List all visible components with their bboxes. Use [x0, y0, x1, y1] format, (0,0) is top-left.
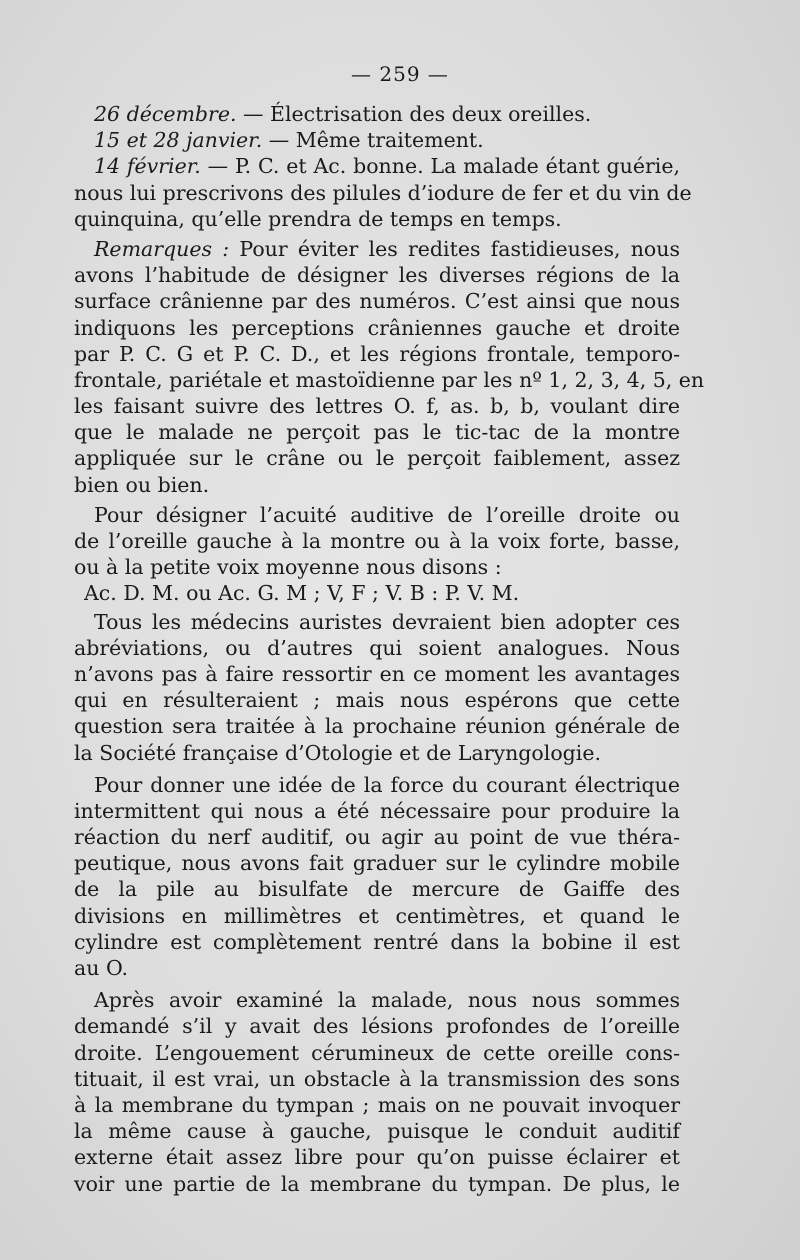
text-line: [74, 772, 680, 798]
text-line: [74, 554, 680, 580]
line-text: la Société française d’Otologie et de Laryngologie.: [74, 740, 601, 765]
text-line: [74, 288, 680, 314]
line-text: indiquons les perceptions crâniennes gauche et droite: [74, 315, 680, 340]
text-line: [74, 1118, 680, 1144]
line-text: réaction du nerf auditif, ou agir au point de vue théra-: [74, 825, 680, 850]
text-line: [74, 609, 680, 635]
line-text: voir une partie de la membrane du tympan. De plus, le: [74, 1171, 680, 1196]
text-line: [74, 661, 680, 687]
line-text: à la membrane du tympan ; mais on ne pouvait invoquer: [74, 1092, 680, 1117]
line-text: surface crânienne par des numéros. C’est ainsi que nous: [74, 289, 680, 314]
body-text: [74, 101, 705, 1197]
line-text: externe était assez libre pour qu’on puisse éclairer et: [74, 1145, 680, 1170]
line-text: Pour désigner l’acuité auditive de l’oreille droite ou: [94, 502, 680, 527]
text-line: [74, 393, 680, 419]
line-text: frontale, pariétale et mastoïdienne par les nº 1, 2, 3, 4, 5, en: [74, 367, 705, 392]
text-line: [74, 903, 680, 929]
text-line: [74, 1066, 680, 1092]
text-line: [74, 262, 680, 288]
line-text: intermittent qui nous a été nécessaire pour produire la: [74, 798, 680, 823]
text-line: [74, 502, 680, 528]
line-text: avons l’habitude de désigner les diverses régions de la: [74, 263, 680, 288]
line-text: divisions en millimètres et centimètres, et quand le: [74, 903, 680, 928]
text-line: [74, 315, 680, 341]
text-line: [74, 1040, 680, 1066]
text-line: [74, 929, 680, 955]
line-text: droite. L’engouement cérumineux de cette oreille cons-: [74, 1040, 680, 1065]
line-text: — Même traitement.: [262, 128, 484, 153]
page-number: — 259 —: [351, 62, 449, 86]
line-text: abréviations, ou d’autres qui soient analogues. Nous: [74, 635, 680, 660]
italic-lead: 14 février.: [94, 154, 201, 179]
text-line: [74, 1144, 680, 1170]
italic-lead: 15 et 28 janvier.: [94, 128, 263, 153]
line-text: Tous les médecins auristes devraient bien adopter ces: [94, 609, 680, 634]
text-line: [74, 987, 680, 1013]
line-text: par P. C. G et P. C. D., et les régions frontale, temporo-: [74, 341, 680, 366]
line-text: que le malade ne perçoit pas le tic-tac de la montre: [74, 420, 680, 445]
line-text: nous lui prescrivons des pilules d’iodure de fer et du vin de: [74, 180, 692, 205]
text-line: [74, 445, 680, 471]
text-line: [74, 367, 705, 393]
line-text: question sera traitée à la prochaine réunion générale de: [74, 714, 680, 739]
line-text: peutique, nous avons fait graduer sur le cylindre mobile: [74, 851, 680, 876]
text-line: [74, 101, 680, 127]
line-text: les faisant suivre des lettres O. f, as. b, b, voulant dire: [74, 394, 680, 419]
text-line: [74, 127, 680, 153]
line-text: quinquina, qu’elle prendra de temps en temps.: [74, 206, 562, 231]
line-text: ou à la petite voix moyenne nous disons :: [74, 555, 502, 580]
line-text: Ac. D. M. ou Ac. G. M ; V, F ; V. B : P. V. M.: [84, 581, 520, 606]
italic-lead: 26 décembre.: [94, 102, 237, 126]
line-text: de l’oreille gauche à la montre ou à la voix forte, basse,: [74, 529, 680, 553]
text-line: [74, 876, 680, 902]
text-line: [74, 635, 680, 661]
line-text: Après avoir examiné la malade, nous nous sommes: [94, 988, 680, 1013]
text-line: [74, 1092, 680, 1118]
text-line: [74, 580, 680, 606]
text-line: [74, 687, 680, 713]
text-line: [74, 528, 680, 554]
text-line: [74, 798, 680, 824]
line-text: Pour donner une idée de la force du courant électrique: [94, 772, 680, 797]
text-line: [74, 472, 680, 498]
text-line: [74, 206, 680, 232]
text-line: [74, 713, 680, 739]
line-text: demandé s’il y avait des lésions profondes de l’oreille: [74, 1014, 680, 1039]
text-line: [74, 955, 680, 981]
line-text: cylindre est complètement rentré dans la bobine il est: [74, 929, 680, 954]
text-line: [74, 824, 680, 850]
line-text: bien ou bien.: [74, 472, 210, 497]
text-line: [74, 419, 680, 445]
line-text: n’avons pas à faire ressortir en ce moment les avantages: [74, 661, 680, 686]
text-line: [74, 850, 680, 876]
line-text: — P. C. et Ac. bonne. La malade étant guérie,: [200, 154, 680, 179]
line-text: de la pile au bisulfate de mercure de Gaiffe des: [74, 877, 680, 902]
line-text: appliquée sur le crâne ou le perçoit faiblement, assez: [74, 446, 680, 471]
line-text: tituait, il est vrai, un obstacle à la transmission des sons: [74, 1066, 680, 1091]
line-text: au O.: [74, 956, 129, 980]
line-text: Pour éviter les redites fastidieuses, nous: [229, 236, 680, 261]
line-text: la même cause à gauche, puisque le conduit auditif: [74, 1119, 680, 1144]
text-line: [74, 236, 680, 262]
text-line: [74, 740, 680, 766]
line-text: — Électrisation des deux oreilles.: [236, 102, 592, 126]
text-line: [74, 341, 680, 367]
text-line: [74, 1013, 680, 1039]
text-line: [74, 153, 680, 179]
italic-lead: Remarques :: [94, 236, 230, 261]
line-text: qui en résulteraient ; mais nous espérons que cette: [74, 688, 680, 713]
text-line: [74, 1171, 680, 1197]
text-line: [74, 180, 692, 206]
